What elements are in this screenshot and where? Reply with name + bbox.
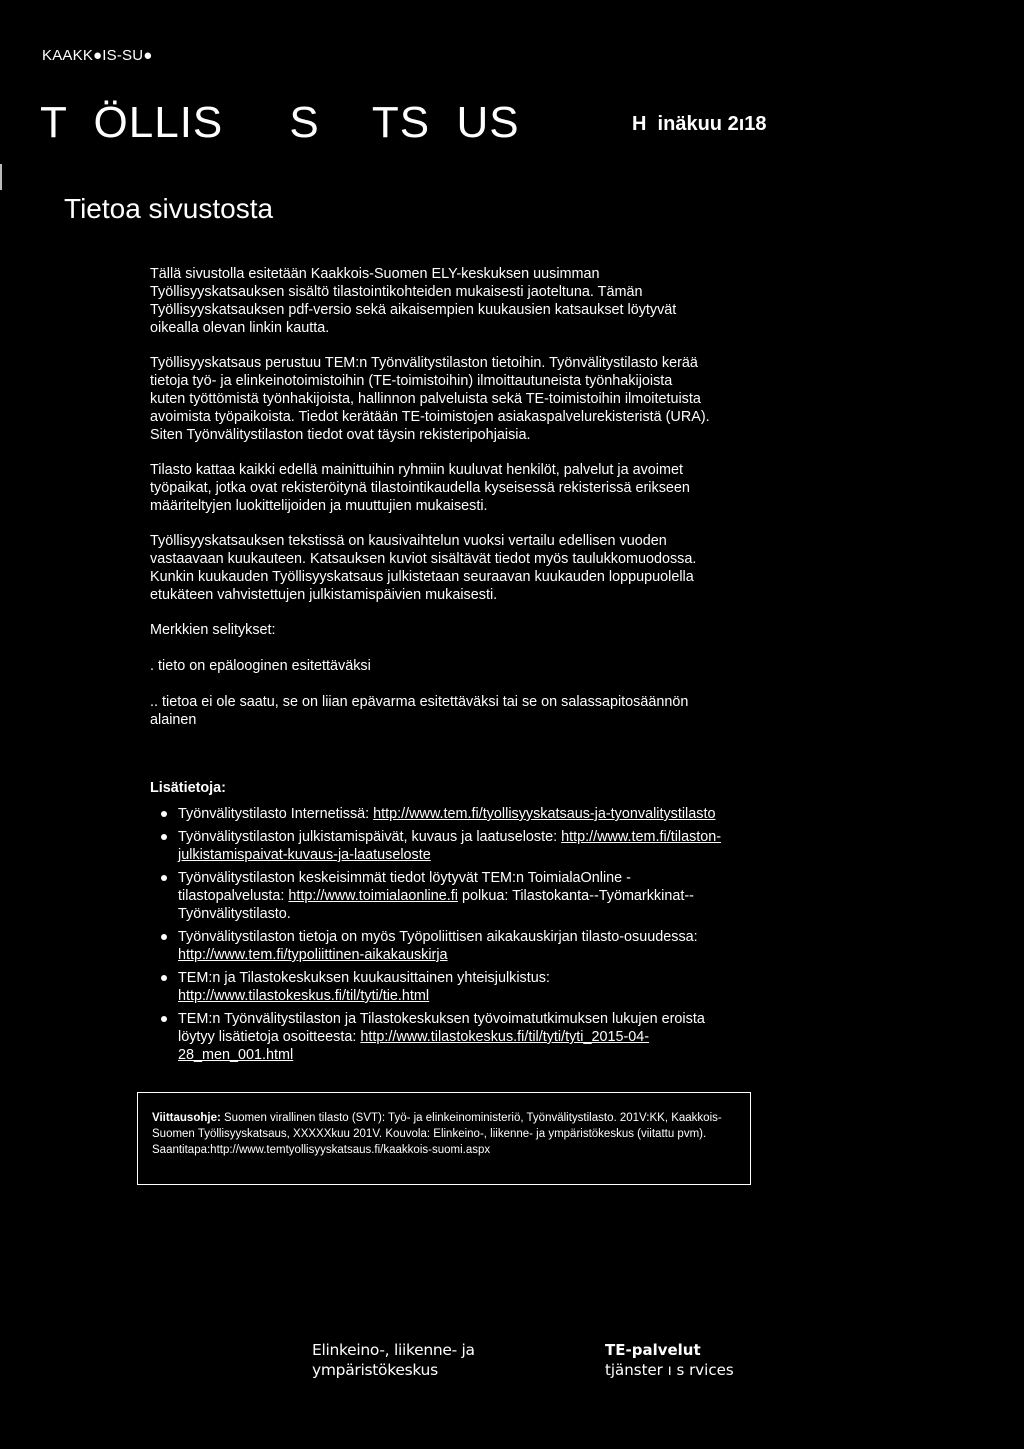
item-text: Työnvälitystilaston tietoja on myös Työpoliittisen aikakauskirjan tilasto-osuudessa:: [178, 929, 698, 945]
item-text: TEM:n Työnvälitystilaston ja Tilastokeskuksen työvoimatutkimuksen lukujen eroista löytyy lisätietoja osoitteesta:: [178, 1011, 705, 1045]
paragraph: Työllisyyskatsauksen tekstissä on kausivaihtelun vuoksi vertailu edellisen vuoden vastaavaan kuukauteen. Katsauksen kuviot sisältävät tiedot myös taulukkomuodossa. Kunkin kuukauden Työllisyyskatsaus julkistetaan seuraavan kuukauden loppupuolella etukäteen vahvistettujen julkistamispäivien mukaisesti.: [150, 533, 697, 603]
legend-item: .. tietoa ei ole saatu, se on liian epävarma esitettäväksi tai se on salassapitosäännön alainen: [150, 694, 689, 728]
citation-box: [137, 1092, 751, 1185]
bullet-icon: [161, 975, 167, 981]
list-item: [150, 969, 730, 1005]
list-item: [150, 828, 730, 864]
ely-logo: [312, 1340, 512, 1380]
link[interactable]: http://www.tem.fi/tilaston-julkistamispaivat-kuvaus-ja-laatuseloste: [178, 829, 722, 863]
te-logo: [605, 1340, 765, 1380]
citation-label: Viittausohje:: [152, 1112, 221, 1124]
item-text: Työnvälitystilaston keskeisimmät tiedot löytyvät TEM:n ToimialaOnline - tilastopalvelusta:: [178, 870, 631, 904]
list-item: [150, 869, 730, 923]
ely-logo-line: Elinkeino-, liikenne- ja: [312, 1341, 475, 1359]
issue-date: H inäkuu 2ı18: [632, 113, 767, 135]
list-item: [150, 1010, 730, 1064]
bullet-icon: [161, 834, 167, 840]
paragraph: Työllisyyskatsaus perustuu TEM:n Työnvälitystilaston tietoihin. Työnvälitystilasto kerää tietoja työ- ja elinkeinotoimistoihin (TE-toimistoihin) ilmoittautuneista työnhakijoista kuten työttömistä työnhakijoista, hallinnon palveluista sekä TE-toimistoihin ilmoitetuista avoimista työpaikoista. Tiedot kerätään TE-toimistojen asiakaspalvelurekisteristä (URA). Siten Työnvälitystilaston tiedot ovat täysin rekisteripohjaisia.: [150, 355, 710, 443]
paragraph: Tällä sivustolla esitetään Kaakkois-Suomen ELY-keskuksen uusimman Työllisyyskatsauksen sisältö tilastointikohteiden mukaisesti jaoteltuna. Tämän Työllisyyskatsauksen pdf-versio sekä aikaisempien kuukausien katsaukset löytyvät oikealla olevan linkin kautta.: [150, 266, 677, 336]
legend-item: . tieto on epälooginen esitettäväksi: [150, 658, 371, 674]
more-info-list: [150, 805, 730, 1064]
item-text: Työnvälitystilasto Internetissä:: [178, 806, 374, 822]
paragraph: Tilasto kattaa kaikki edellä mainittuihin ryhmiin kuuluvat henkilöt, palvelut ja avoimet työpaikat, jotka ovat rekisteröitynä tilastointikaudella kyseisessä rekisterissä erikseen määriteltyjen luokittelijoiden ja muuttujien mukaisesti.: [150, 462, 690, 514]
te-logo-sub: tjänster ı s rvices: [605, 1361, 734, 1379]
list-item: [150, 805, 730, 823]
citation-text: Suomen virallinen tilasto (SVT): Työ- ja elinkeinoministeriö, Työnvälitystilasto. 201V:KK, Kaakkois-Suomen Työllisyyskatsaus, XXXXXkuu 201V. Kouvola: Elinkeino-, liikenne- ja ympäristökeskus (viitattu pvm). Saantitapa:http://www.temtyollisyyskatsaus.fi/kaakkois-suomi.aspx: [152, 1112, 722, 1156]
bullet-icon: [161, 1016, 167, 1022]
title-row: [40, 98, 1000, 148]
bullet-icon: [161, 875, 167, 881]
region-label: KAAKK●IS-SU●: [42, 47, 153, 64]
item-text: TEM:n ja Tilastokeskuksen kuukausittainen yhteisjulkistus:: [178, 970, 550, 986]
edge-marker: [0, 164, 2, 190]
more-info-section: [150, 779, 730, 1069]
link[interactable]: http://www.tem.fi/tyollisyyskatsaus-ja-tyonvalitystilasto: [373, 806, 716, 822]
link[interactable]: http://www.toimialaonline.fi: [288, 888, 458, 904]
link[interactable]: http://www.tem.fi/typoliittinen-aikakauskirja: [178, 947, 448, 963]
legend-title: Merkkien selitykset:: [150, 622, 276, 638]
section-heading: Tietoa sivustosta: [64, 193, 274, 224]
more-info-title: Lisätietoja:: [150, 780, 226, 796]
link[interactable]: http://www.tilastokeskus.fi/til/tyti/tyti_2015-04-28_men_001.html: [178, 1029, 650, 1063]
item-text: Työnvälitystilaston julkistamispäivät, kuvaus ja laatuseloste:: [178, 829, 562, 845]
bullet-icon: [161, 811, 167, 817]
link[interactable]: http://www.tilastokeskus.fi/til/tyti/tie.html: [178, 988, 430, 1004]
bullet-icon: [161, 934, 167, 940]
list-item: [150, 928, 730, 964]
ely-logo-line: ympäristökeskus: [312, 1361, 438, 1379]
item-text-after: polkua: Tilastokanta--Työmarkkinat--Työnvälitystilasto.: [178, 888, 694, 922]
body-text: [150, 265, 710, 746]
te-logo-name: TE-palvelut: [605, 1341, 701, 1359]
page-title: T ÖLLIS S TS US: [40, 98, 520, 147]
